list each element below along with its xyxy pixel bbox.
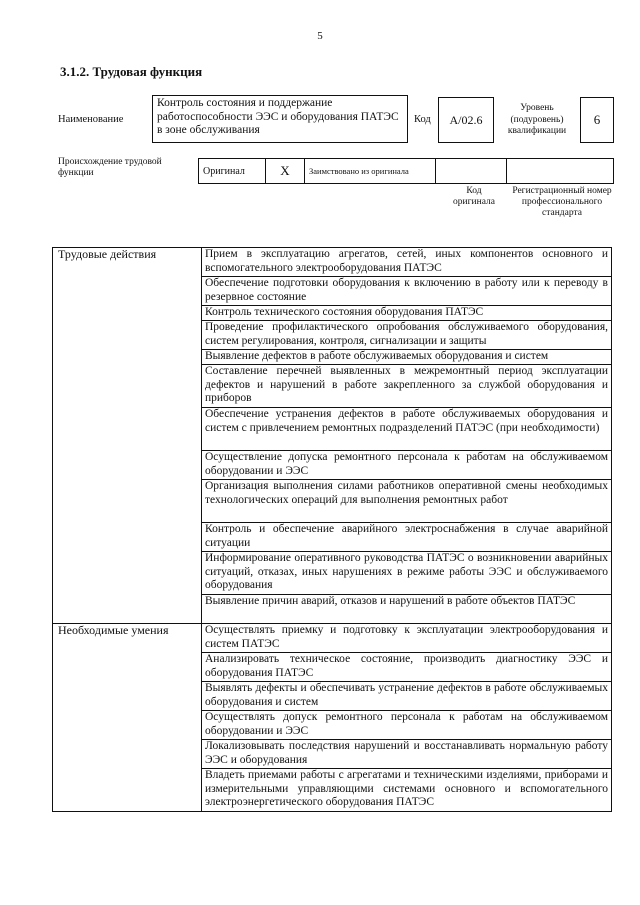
skill-item: Осуществлять допуск ремонтного персонала к работам на обслуживаемом оборудовании и ЭЭС [202, 711, 612, 740]
code-label: Код [414, 114, 431, 125]
labor-action-item: Контроль и обеспечение аварийного электроснабжения в случае аварийной ситуации [202, 523, 612, 552]
section-title: 3.1.2. Трудовая функция [60, 64, 203, 79]
labor-action-item: Прием в эксплуатацию агрегатов, сетей, иных компонентов основного и вспомогательного электрооборудования ПАТЭС [202, 248, 612, 277]
origin-table [198, 158, 614, 184]
name-label: Наименование [58, 114, 124, 125]
page-number: 5 [317, 30, 323, 42]
labor-action-item: Выявление дефектов в работе обслуживаемых оборудования и систем [202, 350, 612, 365]
skill-item: Владеть приемами работы с агрегатами и техническими изделиями, приборами и измерительными управляющими системами основного и вспомогательного электроэнергетического оборудования ПАТЭС [202, 769, 612, 812]
original-mark: X [266, 159, 305, 184]
labor-action-item: Составление перечней выявленных в межремонтный период эксплуатации дефектов и нарушений в работе закрепленного за службой оборудования и приборов [202, 365, 612, 408]
labor-action-item: Осуществление допуска ремонтного персонала к работам на обслуживаемом оборудовании и ЭЭС [202, 451, 612, 480]
labor-action-item: Проведение профилактического опробования обслуживаемого оборудования, систем регулирования, контроля, сигнализации и защиты [202, 321, 612, 350]
skills-label: Необходимые умения [53, 624, 202, 812]
skill-item: Локализовывать последствия нарушений и восстанавливать нормальную работу ЭЭС и оборудования [202, 740, 612, 769]
table-row [53, 248, 612, 277]
labor-action-item: Организация выполнения силами работников оперативной смены необходимых технологических операций для выполнения ремонтных работ [202, 480, 612, 523]
labor-actions-label: Трудовые действия [53, 248, 202, 624]
labor-function-table [52, 247, 612, 812]
function-name-box [152, 95, 408, 143]
table-row [53, 624, 612, 653]
skill-item: Анализировать техническое состояние, производить диагностику ЭЭС и оборудования ПАТЭС [202, 653, 612, 682]
original-label: Оригинал [199, 159, 266, 184]
labor-action-item: Выявление причин аварий, отказов и нарушений в работе объектов ПАТЭС [202, 595, 612, 624]
code-caption: Код оригинала [453, 186, 495, 207]
level-label: Уровень (подуровень) квалификации [507, 103, 567, 136]
level-box [580, 97, 614, 143]
level-value: 6 [593, 112, 601, 127]
reg-caption: Регистрационный номер профессионального стандарта [512, 186, 612, 218]
borrowed-label: Заимствовано из оригинала [305, 159, 436, 184]
labor-action-item: Обеспечение подготовки оборудования к включению в работу или к переводу в резервное состояние [202, 277, 612, 306]
code-value: A/02.6 [449, 112, 483, 127]
labor-action-item: Контроль технического состояния оборудования ПАТЭС [202, 306, 612, 321]
labor-action-item: Информирование оперативного руководства ПАТЭС о возникновении аварийных ситуаций, отказах, иных нарушениях в режиме работы ЭЭС и обслуживаемого оборудования [202, 552, 612, 595]
code-box [438, 97, 494, 143]
origin-label: Происхождение трудовой функции [58, 157, 162, 178]
function-name-value: Контроль состояния и поддержание работоспособности ЭЭС и оборудования ПАТЭС в зоне обслуживания [157, 97, 399, 136]
origin-code-cell [436, 159, 507, 184]
skill-item: Выявлять дефекты и обеспечивать устранение дефектов в работе обслуживаемых оборудования и систем [202, 682, 612, 711]
origin-reg-cell [507, 159, 614, 184]
labor-action-item: Обеспечение устранения дефектов в работе обслуживаемых оборудования и систем с привлечением ремонтных подразделений ПАТЭС (при необходимости) [202, 408, 612, 451]
skill-item: Осуществлять приемку и подготовку к эксплуатации электрооборудования и систем ПАТЭС [202, 624, 612, 653]
